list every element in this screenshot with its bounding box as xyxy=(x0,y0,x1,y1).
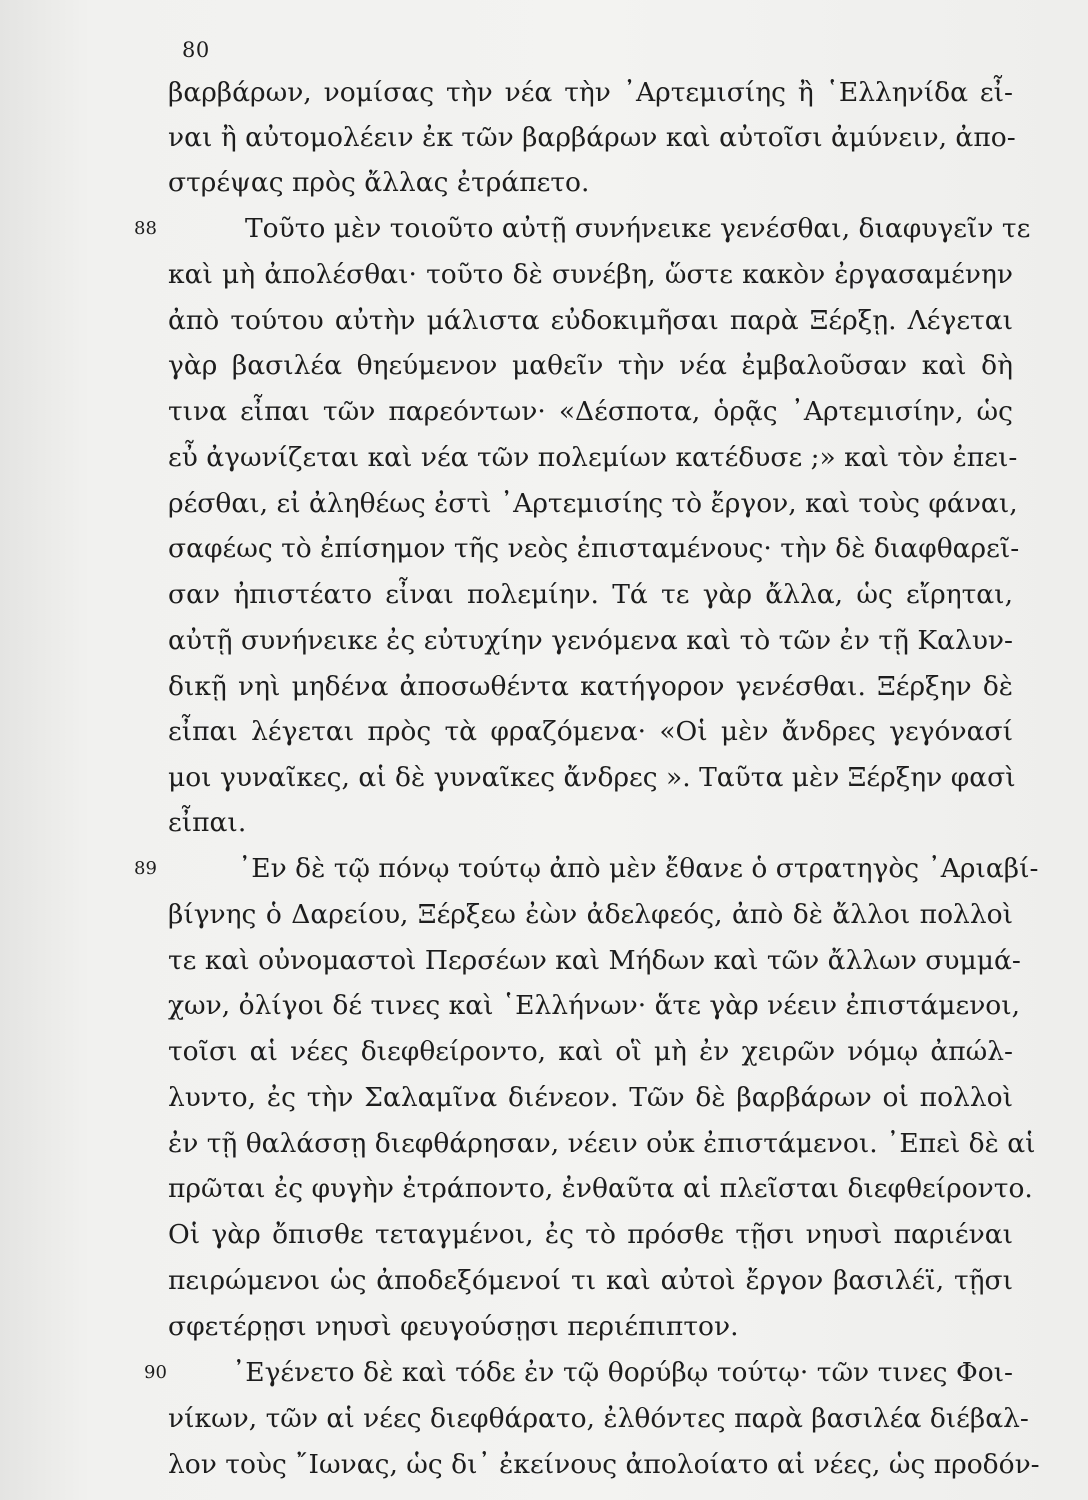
chapter-number-90: 90 xyxy=(144,1362,167,1383)
text-line: ρέσθαι, εἰ ἀληθέως ἐστὶ ᾿Αρτεμισίης τὸ ἔργον, καὶ τοὺς φάναι, xyxy=(168,488,1018,519)
text-line: χων, ὀλίγοι δέ τινες καὶ ῾Ελλήνων· ἅτε γὰρ νέειν ἐπιστάμενοι, xyxy=(168,990,1021,1021)
text-line: εὖ ἀγωνίζεται καὶ νέα τῶν πολεμίων κατέδυσε ;» καὶ τὸν ἐπει- xyxy=(168,442,1018,473)
text-line: βαρβάρων, νομίσας τὴν νέα τὴν ᾿Αρτεμισίης ἢ ῾Ελληνίδα εἶ- xyxy=(168,77,1013,108)
text-line: πειρώμενοι ὡς ἀποδεξόμενοί τι καὶ αὐτοὶ ἔργον βασιλέϊ, τῇσι xyxy=(168,1265,1013,1296)
text-line: ᾿Εγένετο δὲ καὶ τόδε ἐν τῷ θορύβῳ τούτῳ· τῶν τινες Φοι- xyxy=(232,1357,1013,1388)
text-line: ἐν τῇ θαλάσσῃ διεφθάρησαν, νέειν οὐκ ἐπιστάμενοι. ᾿Επεὶ δὲ αἱ xyxy=(168,1128,1036,1159)
text-line: νίκων, τῶν αἱ νέες διεφθάρατο, ἐλθόντες παρὰ βασιλέα διέβαλ- xyxy=(168,1403,1029,1434)
chapter-number-88: 88 xyxy=(134,218,157,239)
text-line: τε καὶ οὐνομαστοὶ Περσέων καὶ Μήδων καὶ τῶν ἄλλων συμμά- xyxy=(168,945,1021,976)
text-line: μοι γυναῖκες, αἱ δὲ γυναῖκες ἄνδρες ». Ταῦτα μὲν Ξέρξην φασὶ xyxy=(168,762,1016,793)
text-line: αὐτῇ συνήνεικε ἐς εὐτυχίην γενόμενα καὶ τὸ τῶν ἐν τῇ Καλυν- xyxy=(168,625,1013,656)
text-line: βίγνης ὁ Δαρείου, Ξέρξεω ἐὼν ἀδελφεός, ἀπὸ δὲ ἄλλοι πολλοὶ xyxy=(168,899,1013,930)
page-number: 80 xyxy=(182,38,210,62)
text-line: καὶ μὴ ἀπολέσθαι· τοῦτο δὲ συνέβη, ὥστε κακὸν ἐργασαμένην xyxy=(168,259,1013,290)
text-line: στρέψας πρὸς ἄλλας ἐτράπετο. xyxy=(168,167,590,198)
text-line: τοῖσι αἱ νέες διεφθείροντο, καὶ οἳ μὴ ἐν χειρῶν νόμῳ ἀπώλ- xyxy=(168,1036,1013,1067)
text-line: γὰρ βασιλέα θηεύμενον μαθεῖν τὴν νέα ἐμβαλοῦσαν καὶ δὴ xyxy=(168,350,1013,381)
text-line: εἶπαι λέγεται πρὸς τὰ φραζόμενα· «Οἱ μὲν ἄνδρες γεγόνασί xyxy=(168,716,1013,747)
text-line: σαν ἠπιστέατο εἶναι πολεμίην. Τά τε γὰρ ἄλλα, ὡς εἴρηται, xyxy=(168,579,1013,610)
text-line: πρῶται ἐς φυγὴν ἐτράποντο, ἐνθαῦτα αἱ πλεῖσται διεφθείροντο. xyxy=(168,1173,1033,1204)
text-line: τινα εἶπαι τῶν παρεόντων· «Δέσποτα, ὁρᾷς ᾿Αρτεμισίην, ὡς xyxy=(168,396,1013,427)
text-line: σαφέως τὸ ἐπίσημον τῆς νεὸς ἐπισταμένους· τὴν δὲ διαφθαρεῖ- xyxy=(168,533,1020,564)
text-line: λυντο, ἐς τὴν Σαλαμῖνα διένεον. Τῶν δὲ βαρβάρων οἱ πολλοὶ xyxy=(168,1082,1013,1113)
text-line: Τοῦτο μὲν τοιοῦτο αὐτῇ συνήνεικε γενέσθαι, διαφυγεῖν τε xyxy=(245,213,1031,244)
text-line: ἀπὸ τούτου αὐτὴν μάλιστα εὐδοκιμῆσαι παρὰ Ξέρξῃ. Λέγεται xyxy=(168,305,1013,336)
text-line: εἶπαι. xyxy=(168,807,247,838)
text-line: λον τοὺς ῎Ιωνας, ὡς δι᾽ ἐκείνους ἀπολοίατο αἱ νέες, ὡς προδόν- xyxy=(168,1449,1040,1480)
text-line: Οἱ γὰρ ὄπισθε τεταγμένοι, ἐς τὸ πρόσθε τῇσι νηυσὶ παριέναι xyxy=(168,1219,1013,1250)
text-line: ναι ἢ αὐτομολέειν ἐκ τῶν βαρβάρων καὶ αὐτοῖσι ἀμύνειν, ἀπο- xyxy=(168,122,1016,153)
text-line: δικῇ νηὶ μηδένα ἀποσωθέντα κατήγορον γενέσθαι. Ξέρξην δὲ xyxy=(168,671,1013,702)
chapter-number-89: 89 xyxy=(134,858,157,879)
text-line: σφετέρῃσι νηυσὶ φευγούσῃσι περιέπιπτον. xyxy=(168,1311,739,1342)
text-line: ᾿Εν δὲ τῷ πόνῳ τούτῳ ἀπὸ μὲν ἔθανε ὁ στρατηγὸς ᾿Αριαβί- xyxy=(238,853,1039,884)
